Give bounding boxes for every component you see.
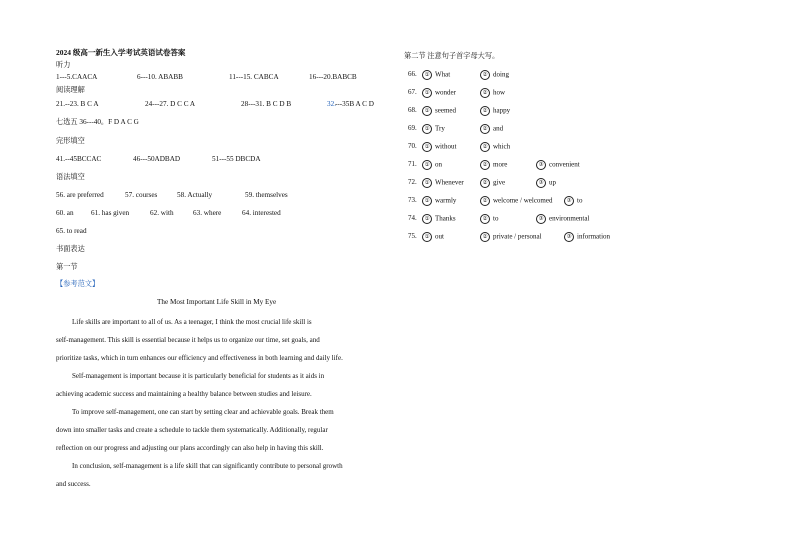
reading-answers-1: 21.--23. B C A	[56, 100, 99, 108]
blank-answer	[480, 196, 552, 206]
blank-answer	[480, 214, 498, 224]
blank-answer	[422, 88, 456, 98]
blank-answer	[422, 124, 445, 134]
question-number: 73.	[408, 196, 417, 204]
answer-text: What	[435, 70, 451, 79]
listening-answers-4: 16---20.BABCB	[309, 73, 357, 81]
circled-number-marker: ②	[480, 124, 490, 134]
blank-answer	[422, 196, 456, 206]
blank-answer	[480, 106, 510, 116]
circled-number-marker: ①	[422, 232, 432, 242]
circled-number-marker: ③	[564, 232, 574, 242]
answer-text: Whenever	[435, 178, 464, 187]
blank-answer	[422, 214, 456, 224]
answer-text: convenient	[549, 160, 580, 169]
reading-heading: 阅读理解	[56, 86, 85, 94]
section-two-heading: 第二节 注意句子首字母大写。	[404, 52, 500, 60]
circled-number-marker: ②	[480, 196, 490, 206]
section-one-heading: 第一节	[56, 263, 78, 271]
essay-line: achieving academic success and maintaining a healthy balance between studies and leisure.	[56, 390, 312, 398]
blank-answer	[564, 232, 610, 242]
grammar-58: 58. Actually	[177, 191, 213, 199]
question-number: 72.	[408, 178, 417, 186]
answer-text: wonder	[435, 88, 456, 97]
circled-number-marker: ①	[422, 214, 432, 224]
circled-number-marker: ③	[536, 178, 546, 188]
circled-number-marker: ②	[480, 142, 490, 152]
circled-number-marker: ②	[480, 232, 490, 242]
answer-text: without	[435, 142, 457, 151]
blank-answer	[422, 160, 442, 170]
circled-number-marker: ③	[564, 196, 574, 206]
blank-answer	[480, 142, 510, 152]
grammar-56: 56. are preferred	[56, 191, 104, 199]
circled-number-marker: ②	[480, 160, 490, 170]
circled-number-marker: ①	[422, 196, 432, 206]
essay-line: reflection on our progress and adjusting our plans accordingly can also help in having this skill.	[56, 444, 324, 452]
answer-text: give	[493, 178, 506, 187]
circled-number-marker: ②	[480, 178, 490, 188]
question-number: 71.	[408, 160, 417, 168]
sentence-answer-row	[408, 214, 590, 223]
circled-number-marker: ①	[422, 106, 432, 116]
circled-number-marker: ③	[536, 160, 546, 170]
grammar-62: 62. with	[150, 209, 174, 217]
reading-answers-3: 28---31. B C D B	[241, 100, 292, 108]
sentence-answer-row	[408, 70, 509, 79]
grammar-64: 64. interested	[242, 209, 281, 217]
answer-text: Thanks	[435, 214, 456, 223]
answer-text: up	[549, 178, 556, 187]
essay-line: prioritize tasks, which in turn enhances our efficiency and effectiveness in both learning and daily life.	[56, 354, 343, 362]
sentence-answer-row	[408, 160, 580, 169]
cloze-answers-1: 41.--45BCCAC	[56, 155, 102, 163]
essay-line: self-management. This skill is essential because it helps us to organize our time, set goals, and	[56, 336, 320, 344]
answer-text: how	[493, 88, 506, 97]
circled-number-marker: ①	[422, 178, 432, 188]
answer-text: doing	[493, 70, 509, 79]
sentence-answer-row	[408, 142, 511, 151]
cloze-answers-2: 46---50ADBAD	[133, 155, 181, 163]
sentence-answer-row	[408, 88, 506, 97]
circled-number-marker: ②	[480, 70, 490, 80]
blank-answer	[564, 196, 582, 206]
answer-key-title: 2024 级高一新生入学考试英语试卷答案	[56, 48, 186, 57]
grammar-heading: 语法填空	[56, 173, 85, 181]
question-number: 67.	[408, 88, 417, 96]
blank-answer	[480, 160, 507, 170]
answer-text: more	[493, 160, 508, 169]
blank-answer	[480, 124, 503, 134]
cloze-heading: 完形填空	[56, 137, 85, 145]
blank-answer	[480, 178, 505, 188]
answer-text: and	[493, 124, 504, 133]
essay-line: To improve self-management, one can start by setting clear and achievable goals. Break them	[72, 408, 334, 416]
answer-text: out	[435, 232, 444, 241]
answer-text: seemed	[435, 106, 456, 115]
grammar-59: 59. themselves	[245, 191, 288, 199]
circled-number-marker: ①	[422, 70, 432, 80]
essay-line: In conclusion, self-management is a life skill that can significantly contribute to personal growth	[72, 462, 343, 470]
blank-answer	[422, 178, 464, 188]
blank-answer	[536, 214, 589, 224]
answer-text: welcome / welcomed	[493, 196, 553, 205]
circled-number-marker: ③	[536, 214, 546, 224]
circled-number-marker: ①	[422, 88, 432, 98]
listening-answers-1: 1---5.CAACA	[56, 73, 98, 81]
blank-answer	[422, 70, 450, 80]
question-number: 66.	[408, 70, 417, 78]
question-number: 69.	[408, 124, 417, 132]
question-number: 70.	[408, 142, 417, 150]
answer-text: on	[435, 160, 442, 169]
blank-answer	[480, 88, 505, 98]
reference-essay-label: 【参考范文】	[56, 280, 100, 288]
blank-answer	[422, 232, 444, 242]
circled-number-marker: ②	[480, 88, 490, 98]
sentence-answer-row	[408, 124, 504, 133]
question-number: 74.	[408, 214, 417, 222]
question-number: 68.	[408, 106, 417, 114]
circled-number-marker: ②	[480, 106, 490, 116]
blank-answer	[536, 178, 556, 188]
essay-line: and success.	[56, 480, 91, 488]
blank-answer	[480, 232, 542, 242]
cloze-answers-3: 51---55 DBCDA	[212, 155, 261, 163]
blank-answer	[536, 160, 580, 170]
reading-answers-4-prefix: 32.	[327, 100, 336, 108]
grammar-60: 60. an	[56, 209, 74, 217]
answer-text: warmly	[435, 196, 457, 205]
answer-text: Try	[435, 124, 445, 133]
essay-line: Life skills are important to all of us. As a teenager, I think the most crucial life skill is	[72, 318, 312, 326]
question-number: 75.	[408, 232, 417, 240]
answer-text: to	[493, 214, 499, 223]
answer-text: information	[577, 232, 611, 241]
blank-answer	[480, 70, 509, 80]
listening-heading: 听力	[56, 61, 71, 69]
writing-heading: 书面表达	[56, 245, 85, 253]
sentence-answer-row	[408, 232, 611, 241]
grammar-57: 57. courses	[125, 191, 158, 199]
answer-text: private / personal	[493, 232, 542, 241]
seven-choose-five: 七选五 36---40。F D A C G	[56, 118, 139, 126]
grammar-65: 65. to read	[56, 227, 87, 235]
listening-answers-3: 11---15. CABCA	[229, 73, 279, 81]
reading-answers-4: ---35B A C D	[335, 100, 374, 108]
answer-text: which	[493, 142, 511, 151]
sentence-answer-row	[408, 106, 511, 115]
answer-text: happy	[493, 106, 511, 115]
circled-number-marker: ②	[480, 214, 490, 224]
grammar-63: 63. where	[193, 209, 222, 217]
blank-answer	[422, 106, 456, 116]
answer-text: environmental	[549, 214, 590, 223]
essay-line: down into smaller tasks and create a schedule to tackle them systematically. Additionally, regular	[56, 426, 328, 434]
circled-number-marker: ①	[422, 160, 432, 170]
listening-answers-2: 6---10. ABABB	[137, 73, 183, 81]
essay-line: Self-management is important because it is particularly beneficial for students as it aids in	[72, 372, 325, 380]
circled-number-marker: ①	[422, 142, 432, 152]
sentence-answer-row	[408, 178, 556, 187]
blank-answer	[422, 142, 456, 152]
grammar-61: 61. has given	[91, 209, 130, 217]
circled-number-marker: ①	[422, 124, 432, 134]
answer-text: to	[577, 196, 583, 205]
essay-title: The Most Important Life Skill in My Eye	[157, 298, 277, 306]
reading-answers-2: 24---27. D C C A	[145, 100, 196, 108]
sentence-answer-row	[408, 196, 583, 205]
